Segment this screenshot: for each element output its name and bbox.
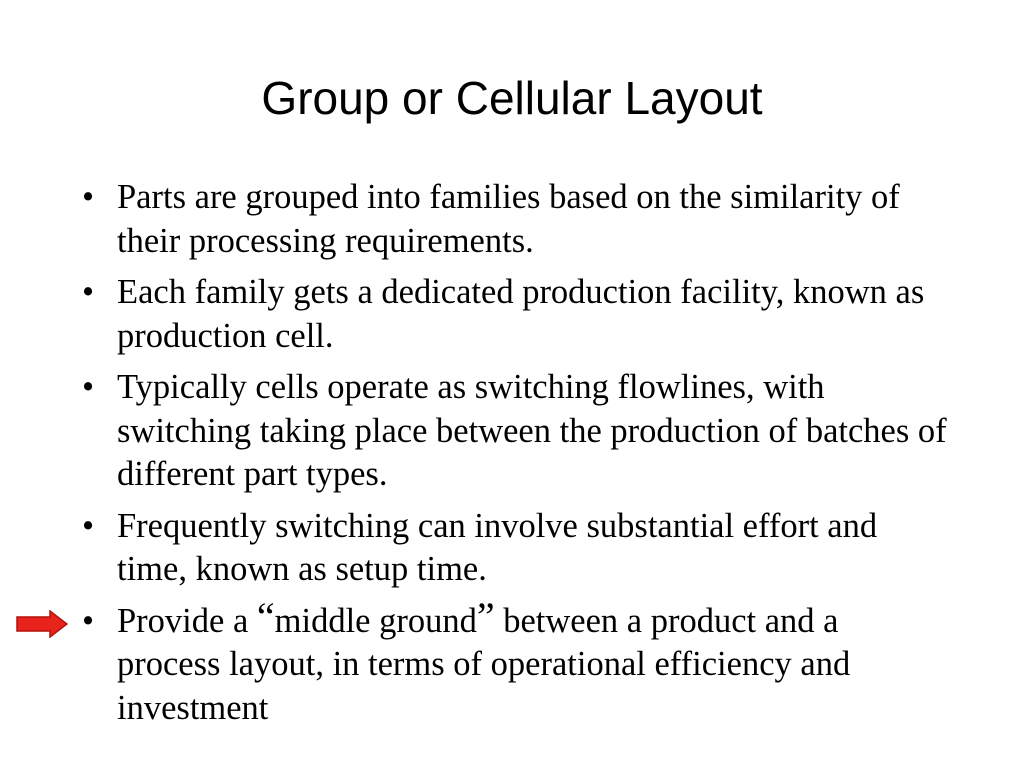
bullet-item-switching-flowlines	[78, 366, 948, 497]
bullet-item-family-facility	[78, 271, 948, 358]
bullet-text	[117, 593, 851, 727]
bullet-item-setup-time	[78, 505, 948, 592]
bullet-dot: •	[81, 273, 95, 311]
bullet-text-after: between a product and a process layout, in terms of operational efficiency and investment	[117, 601, 851, 727]
bullet-text: Frequently switching can involve substantial effort and time, known as setup time.	[117, 506, 878, 588]
bullet-text: Parts are grouped into families based on the similarity of their processing requirements.	[117, 178, 900, 260]
bullet-item-middle-ground	[78, 593, 948, 731]
right-arrow-icon	[16, 610, 68, 638]
bullet-dot: •	[81, 601, 95, 640]
bullet-list	[78, 176, 948, 738]
bullet-text-before: Provide a	[117, 601, 257, 640]
bullet-text: Each family gets a dedicated production facility, known as production cell.	[117, 273, 925, 355]
close-quote-mark: ”	[476, 593, 495, 639]
quoted-phrase: middle ground	[274, 601, 477, 640]
bullet-item-parts-grouped	[78, 176, 948, 263]
bullet-dot: •	[81, 178, 95, 216]
bullet-dot: •	[81, 506, 95, 545]
bullet-dot: •	[81, 368, 95, 406]
bullet-text: Typically cells operate as switching flowlines, with switching taking place between the production of batches of different part types.	[117, 368, 947, 493]
slide-title: Group or Cellular Layout	[261, 72, 763, 124]
arrow-shape	[17, 611, 67, 637]
open-quote-mark: “	[256, 593, 275, 639]
